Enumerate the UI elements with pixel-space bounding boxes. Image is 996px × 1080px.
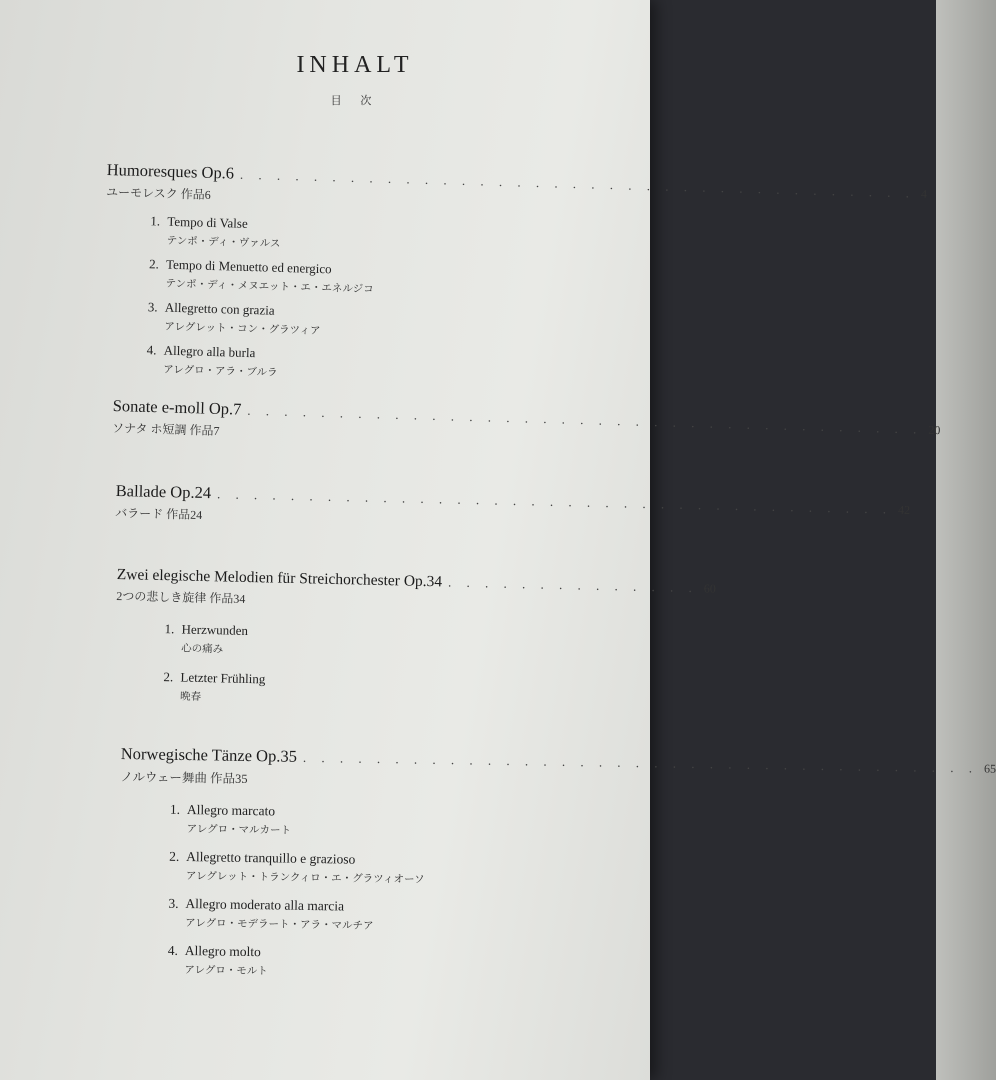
movement-title-jp: 心の痛み bbox=[181, 643, 224, 656]
list-item bbox=[163, 669, 583, 712]
movement-title-jp: テンポ・ディ・ヴァルス bbox=[166, 235, 281, 250]
movement-title-jp: アレグレット・コン・グラツィア bbox=[164, 321, 321, 338]
movement-title: Allegro marcato bbox=[186, 802, 276, 819]
list-item bbox=[150, 213, 568, 259]
movement-list bbox=[167, 802, 596, 984]
movement-number: 3. bbox=[147, 299, 158, 315]
list-item bbox=[167, 943, 593, 984]
list-item bbox=[146, 342, 564, 388]
movement-title-jp: アレグロ・アラ・ブルラ bbox=[163, 364, 278, 379]
toc-entry-humoresques bbox=[101, 160, 928, 397]
dot-leader: . . . . . . . . . . . . . . . . . . . . . . . . . . . . . . . . . . . . . bbox=[247, 402, 923, 437]
movement-title-jp: テンポ・ディ・メヌエット・エ・エネルジコ bbox=[165, 278, 374, 296]
movement-number: 1. bbox=[169, 801, 181, 817]
list-item bbox=[164, 621, 584, 664]
list-item bbox=[168, 896, 594, 937]
list-item bbox=[169, 849, 595, 890]
movement-number: 3. bbox=[168, 895, 179, 911]
movement-title-jp: アレグロ・モルト bbox=[184, 965, 268, 978]
page-number: 4 bbox=[920, 186, 928, 201]
toc-entry-ballade bbox=[115, 481, 911, 532]
page-number: 42 bbox=[897, 502, 911, 518]
movement-number: 4. bbox=[167, 942, 179, 958]
movement-title: Tempo di Menuetto ed energico bbox=[165, 256, 332, 277]
movement-title-jp: アレグレット・トランクィロ・エ・グラツィオーソ bbox=[185, 871, 425, 886]
movement-title-jp: アレグロ・マルカート bbox=[186, 824, 292, 837]
dot-leader: . . . . . . . . . . . . . . . . . . . . . . . . . . . . . . . . . . . . . bbox=[216, 486, 893, 517]
movement-list bbox=[163, 621, 584, 712]
entry-title: Ballade Op.24 bbox=[115, 481, 212, 503]
underlying-page-edge bbox=[936, 0, 996, 1080]
movement-title: Allegro molto bbox=[184, 943, 261, 960]
entry-title-jp: 2つの悲しき旋律 作品34 bbox=[116, 588, 246, 606]
toc-entry-sonate bbox=[111, 396, 941, 449]
entry-title-jp: ソナタ ホ短調 作品7 bbox=[111, 420, 220, 438]
movement-number: 2. bbox=[169, 848, 180, 864]
list-item bbox=[147, 299, 565, 345]
dot-leader: . . . . . . . . . . . . . . bbox=[447, 574, 698, 596]
toc-subtitle: 目 次 bbox=[330, 95, 380, 107]
entry-title-jp: ノルウェー舞曲 作品35 bbox=[120, 769, 248, 786]
movement-number: 4. bbox=[146, 342, 157, 358]
entry-title: Humoresques Op.6 bbox=[106, 160, 235, 183]
movement-title: Tempo di Valse bbox=[167, 213, 248, 231]
dot-leader: . . . . . . . . . . . . . . . . . . . . . . . . . . . . . . . . . . . . . bbox=[239, 166, 916, 201]
movement-title: Allegro alla burla bbox=[163, 342, 256, 361]
page-number: 60 bbox=[703, 581, 716, 596]
movement-number: 2. bbox=[148, 256, 160, 272]
movement-title: Herzwunden bbox=[181, 621, 249, 638]
entry-title: Sonate e-moll Op.7 bbox=[112, 396, 242, 419]
movement-number: 1. bbox=[164, 621, 175, 637]
movement-title: Allegretto con grazia bbox=[164, 299, 275, 318]
movement-list bbox=[146, 213, 567, 388]
toc-entry-norwegische bbox=[117, 744, 996, 992]
entry-title: Norwegische Tänze Op.35 bbox=[120, 744, 298, 766]
toc-entry-zwei-elegische bbox=[114, 566, 716, 722]
movement-title: Allegro moderato alla marcia bbox=[185, 896, 345, 914]
movement-title: Letzter Frühling bbox=[180, 669, 266, 687]
page-number: 65 bbox=[983, 761, 996, 776]
dot-leader: . . . . . . . . . . . . . . . . . . . . . . . . . . . . . . . . . . . . . bbox=[302, 749, 979, 776]
toc-title: INHALT bbox=[296, 52, 414, 78]
page-number: 20 bbox=[928, 422, 941, 438]
movement-title-jp: 晩春 bbox=[179, 691, 202, 703]
entry-title-jp: ユーモレスク 作品6 bbox=[105, 184, 211, 202]
list-item bbox=[170, 802, 596, 843]
movement-title: Allegretto tranquillo e grazioso bbox=[186, 849, 356, 867]
movement-number: 1. bbox=[150, 213, 161, 229]
entry-title-jp: バラード 作品24 bbox=[115, 505, 203, 522]
list-item bbox=[148, 256, 566, 302]
movement-title-jp: アレグロ・モデラート・アラ・マルチア bbox=[185, 918, 374, 932]
movement-number: 2. bbox=[163, 669, 174, 685]
entry-title: Zwei elegische Melodien für Streichorchester Op.34 bbox=[116, 566, 443, 591]
